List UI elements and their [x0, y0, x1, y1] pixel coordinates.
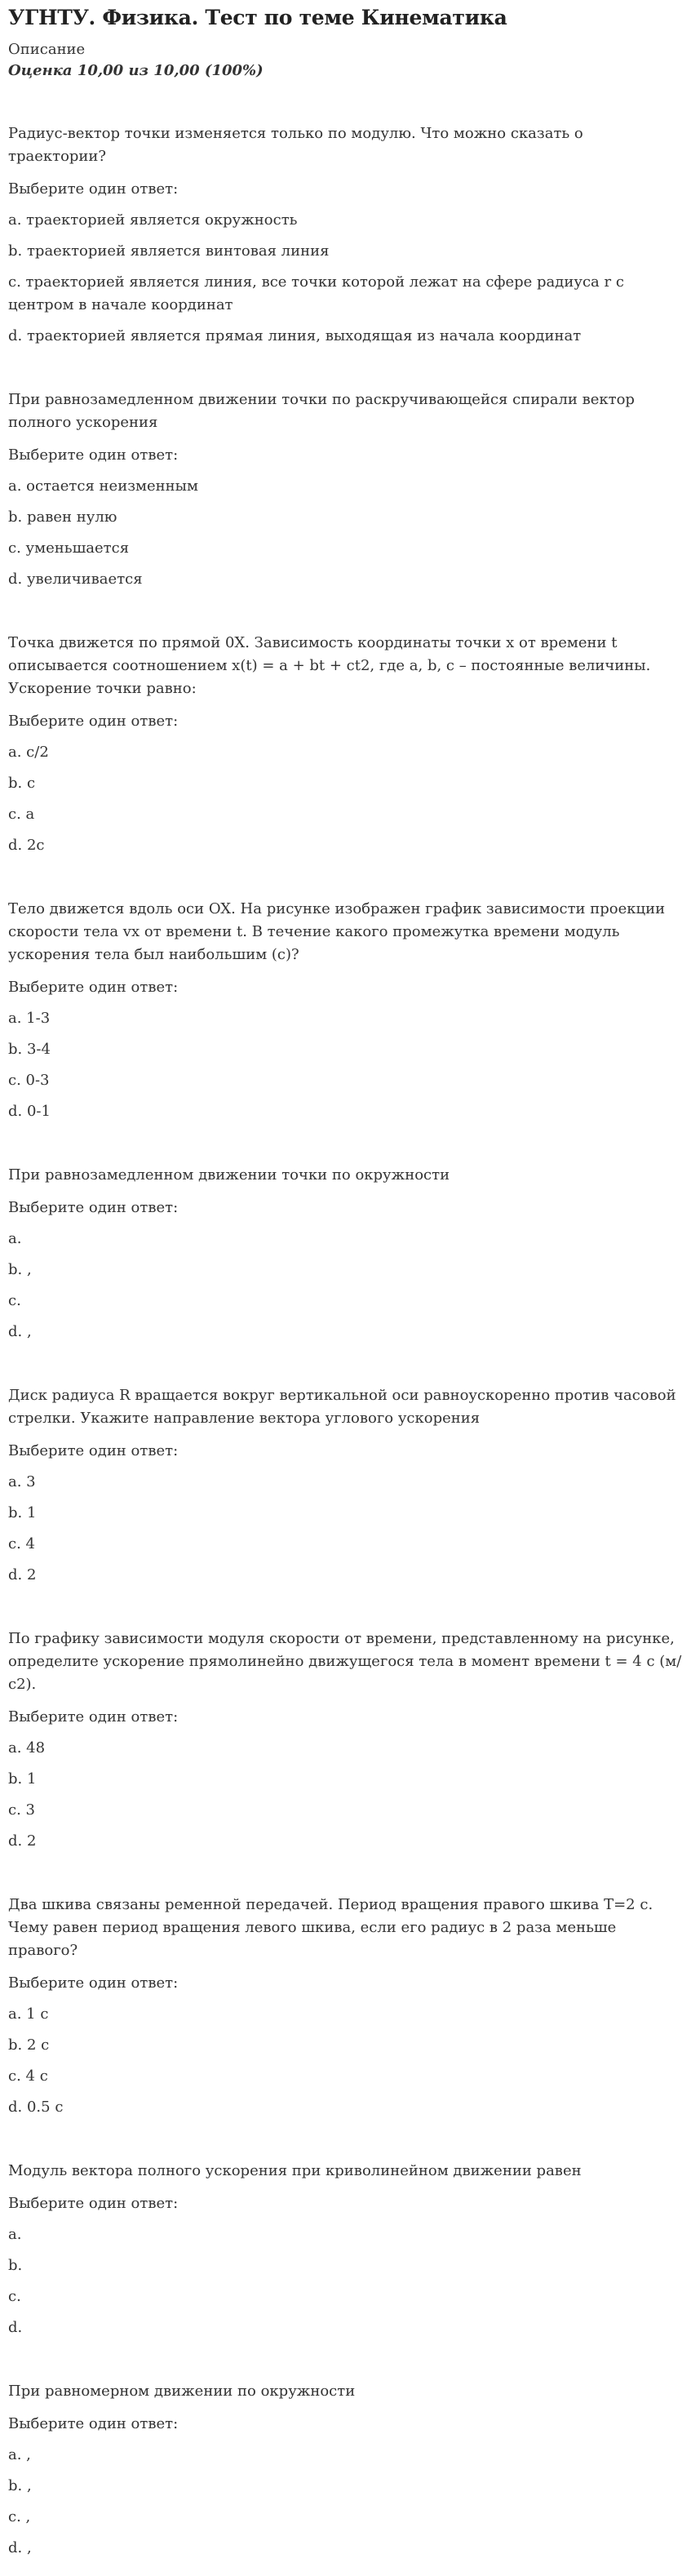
answer-option: a. 48: [8, 1739, 46, 1757]
description-label: Описание: [8, 41, 86, 58]
answer-option: a.: [8, 2226, 22, 2243]
answer-option: d. увеличивается: [8, 571, 143, 588]
answer-option: a. ,: [8, 2446, 31, 2463]
answer-option: d. 0-1: [8, 1103, 51, 1120]
answer-option: d. 0.5 с: [8, 2099, 64, 2116]
answer-option: c. 3: [8, 1801, 35, 1819]
question-text: Радиус-вектор точки изменяется только по модулю. Что можно сказать о траектории?: [8, 125, 583, 165]
answer-option: c. 0-3: [8, 1072, 50, 1089]
answer-option: a. 1 с: [8, 2005, 49, 2023]
question-block: [8, 1628, 683, 1853]
question-text: По графику зависимости модуля скорости от времени, представленному на рисунке, определите ускорение прямолинейно движущегося тела в момент времени t = 4 с (м/с2).: [8, 1630, 682, 1693]
answer-option: c. 4 с: [8, 2067, 48, 2085]
question-block: [8, 632, 683, 857]
answer-list: [8, 1471, 683, 1587]
answer-option: a. траекторией является окружность: [8, 211, 298, 229]
answer-list: [8, 475, 683, 591]
answer-prompt: Выберите один ответ:: [8, 1974, 179, 1992]
answer-prompt: Выберите один ответ:: [8, 1442, 179, 1459]
question-text: Модуль вектора полного ускорения при криволинейном движении равен: [8, 2162, 582, 2179]
answer-option: d.: [8, 2319, 23, 2336]
answer-option: c. ,: [8, 2508, 31, 2525]
answer-option: b. c: [8, 775, 36, 792]
question-block: [8, 122, 683, 348]
answer-option: b. траекторией является винтовая линия: [8, 242, 330, 260]
page-title: УГНТУ. Физика. Тест по теме Кинематика: [8, 6, 507, 29]
answer-option: c. уменьшается: [8, 540, 130, 557]
answer-list: [8, 1737, 683, 1853]
answer-list: [8, 1007, 683, 1123]
answer-option: c.: [8, 1292, 21, 1309]
answer-option: b. ,: [8, 1261, 32, 1278]
answer-option: a.: [8, 1230, 22, 1247]
answer-prompt: Выберите один ответ:: [8, 2415, 179, 2432]
answer-option: d. ,: [8, 1323, 32, 1340]
answer-prompt: Выберите один ответ:: [8, 2195, 179, 2212]
answer-option: c. траекторией является линия, все точки которой лежат на сфере радиуса r с центром в начале координат: [8, 273, 624, 313]
answer-prompt: Выберите один ответ:: [8, 180, 179, 198]
question-text: Тело движется вдоль оси OX. На рисунке изображен график зависимости проекции скорости тела vx от времени t. В течение какого промежутка времени модуль ускорения тела был наибольшим (с)?: [8, 900, 666, 963]
question-text: При равнозамедленном движении точки по раскручивающейся спирали вектор полного ускорения: [8, 391, 635, 431]
answer-option: c. 4: [8, 1535, 35, 1552]
answer-option: b.: [8, 2257, 23, 2274]
answer-option: b. 1: [8, 1770, 37, 1788]
answer-prompt: Выберите один ответ:: [8, 1708, 179, 1725]
answer-option: d. 2c: [8, 837, 45, 854]
question-block: [8, 1164, 683, 1344]
answer-prompt: Выберите один ответ:: [8, 446, 179, 464]
answer-option: c. a: [8, 806, 35, 823]
answer-option: a. c/2: [8, 744, 49, 761]
question-list: [8, 122, 683, 2560]
answer-prompt: Выберите один ответ:: [8, 979, 179, 996]
answer-option: c.: [8, 2288, 21, 2305]
answer-prompt: Выберите один ответ:: [8, 713, 179, 730]
answer-option: b. 2 с: [8, 2036, 50, 2054]
answer-list: [8, 741, 683, 857]
question-block: [8, 1384, 683, 1587]
question-text: Два шкива связаны ременной передачей. Период вращения правого шкива T=2 с. Чему равен период вращения левого шкива, если его радиус в 2 раза меньше правого?: [8, 1896, 653, 1959]
question-text: При равномерном движении по окружности: [8, 2383, 356, 2400]
question-block: [8, 389, 683, 591]
answer-option: b. 3-4: [8, 1041, 51, 1058]
question-block: [8, 2160, 683, 2339]
question-text: При равнозамедленном движении точки по окружности: [8, 1166, 450, 1184]
grade-summary: Оценка 10,00 из 10,00 (100%): [8, 62, 264, 79]
answer-option: b. равен нулю: [8, 509, 117, 526]
answer-list: [8, 2003, 683, 2119]
answer-option: a. 1-3: [8, 1010, 51, 1027]
answer-option: a. остается неизменным: [8, 477, 198, 495]
answer-option: b. 1: [8, 1504, 37, 1521]
answer-list: [8, 1228, 683, 1344]
question-block: [8, 2380, 683, 2560]
answer-option: a. 3: [8, 1473, 36, 1490]
answer-option: d. траекторией является прямая линия, выходящая из начала координат: [8, 327, 582, 344]
answer-prompt: Выберите один ответ:: [8, 1199, 179, 1216]
question-text: Диск радиуса R вращается вокруг вертикальной оси равноускоренно против часовой стрелки. Укажите направление вектора углового ускорения: [8, 1387, 676, 1427]
answer-list: [8, 209, 683, 348]
answer-option: d. 2: [8, 1566, 37, 1583]
answer-option: d. 2: [8, 1832, 37, 1850]
answer-option: b. ,: [8, 2477, 32, 2494]
answer-list: [8, 2223, 683, 2339]
question-block: [8, 1894, 683, 2119]
question-block: [8, 898, 683, 1123]
question-text: Точка движется по прямой 0Х. Зависимость координаты точки x от времени t описывается соотношением x(t) = a + bt + ct2, где a, b, c – постоянные величины. Ускорение точки равно:: [8, 634, 651, 697]
answer-option: d. ,: [8, 2539, 32, 2556]
answer-list: [8, 2444, 683, 2560]
